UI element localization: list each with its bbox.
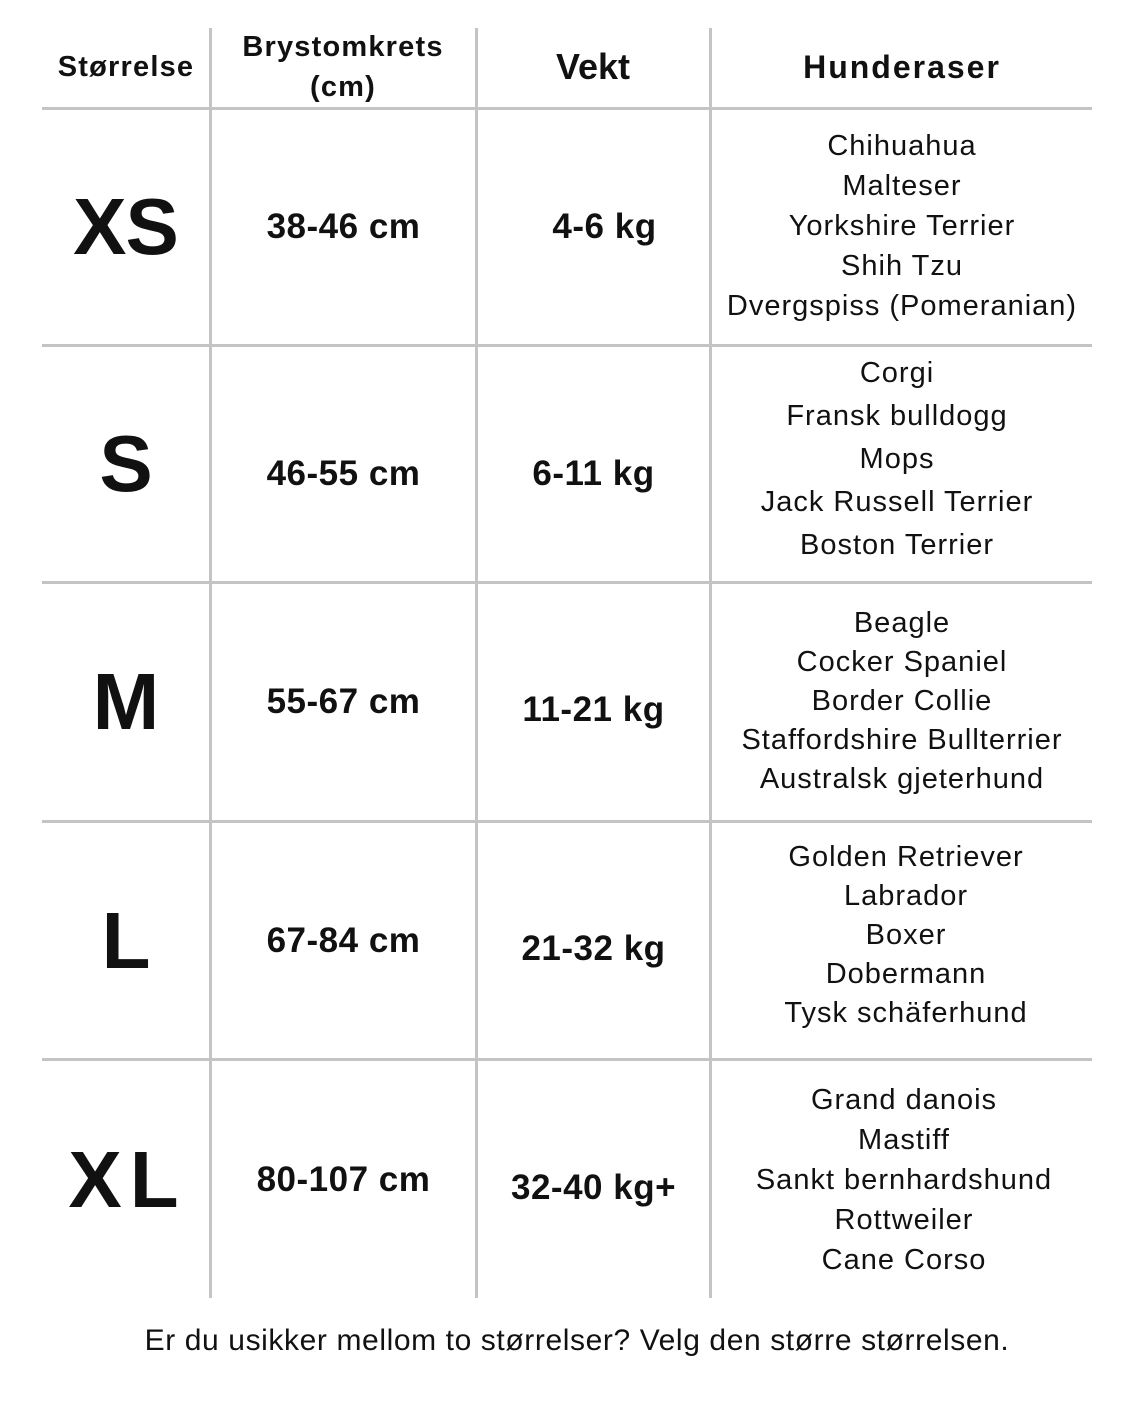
breed-item: Mastiff bbox=[858, 1124, 950, 1156]
breed-item: Malteser bbox=[842, 170, 962, 202]
header-size: Størrelse bbox=[57, 50, 195, 83]
header-chest bbox=[212, 22, 474, 112]
breed-item: Mops bbox=[859, 443, 935, 475]
weight-value: 6-11 kg bbox=[532, 454, 655, 493]
breed-item: Yorkshire Terrier bbox=[788, 210, 1016, 242]
breed-item: Beagle bbox=[853, 607, 951, 639]
size-advice-note: Er du usikker mellom to størrelser? Velg den større størrelsen. bbox=[144, 1324, 1010, 1357]
header-chest-line2: (cm) bbox=[309, 71, 377, 103]
chest-value: 67-84 cm bbox=[266, 920, 421, 960]
breed-item: Dvergspiss (Pomeranian) bbox=[726, 290, 1078, 322]
breed-item: Jack Russell Terrier bbox=[760, 486, 1034, 518]
breed-list bbox=[712, 838, 1100, 1046]
breed-list bbox=[712, 604, 1092, 812]
header-chest-line1: Brystomkrets bbox=[242, 31, 444, 63]
breed-item: Grand danois bbox=[810, 1084, 998, 1116]
breed-list bbox=[712, 1080, 1096, 1290]
weight-value: 32-40 kg+ bbox=[510, 1167, 677, 1207]
size-label: XS bbox=[73, 182, 178, 271]
breed-item: Sankt bernhardshund bbox=[755, 1164, 1053, 1196]
breed-item: Fransk bulldogg bbox=[786, 400, 1008, 432]
chest-value: 80-107 cm bbox=[256, 1159, 431, 1199]
breed-list bbox=[712, 352, 1082, 572]
chest-value: 46-55 cm bbox=[266, 454, 421, 493]
breed-list bbox=[712, 126, 1092, 334]
chest-value: 55-67 cm bbox=[266, 682, 421, 721]
breed-item: Australsk gjeterhund bbox=[759, 763, 1045, 795]
size-label: S bbox=[99, 419, 152, 508]
weight-value: 4-6 kg bbox=[552, 207, 657, 246]
size-label: XL bbox=[68, 1134, 187, 1224]
breed-item: Golden Retriever bbox=[788, 841, 1024, 873]
breed-item: Tysk schäferhund bbox=[784, 997, 1028, 1029]
breed-item: Cocker Spaniel bbox=[796, 646, 1008, 678]
chest-value: 38-46 cm bbox=[266, 207, 421, 246]
weight-value: 11-21 kg bbox=[522, 690, 665, 729]
breed-item: Cane Corso bbox=[821, 1244, 987, 1276]
weight-value: 21-32 kg bbox=[521, 928, 666, 968]
header-breeds: Hunderaser bbox=[803, 48, 1001, 85]
breed-item: Staffordshire Bullterrier bbox=[741, 724, 1063, 756]
header-weight: Vekt bbox=[555, 46, 631, 87]
size-label: L bbox=[101, 895, 150, 985]
breed-item: Chihuahua bbox=[827, 130, 977, 162]
breed-item: Boston Terrier bbox=[800, 529, 994, 561]
breed-item: Shih Tzu bbox=[841, 250, 963, 282]
breed-item: Labrador bbox=[843, 880, 969, 912]
breed-item: Border Collie bbox=[811, 685, 993, 717]
breed-item: Rottweiler bbox=[834, 1204, 974, 1236]
breed-item: Corgi bbox=[859, 357, 935, 389]
size-label: M bbox=[92, 657, 159, 746]
breed-item: Dobermann bbox=[825, 958, 987, 990]
breed-item: Boxer bbox=[865, 919, 947, 951]
